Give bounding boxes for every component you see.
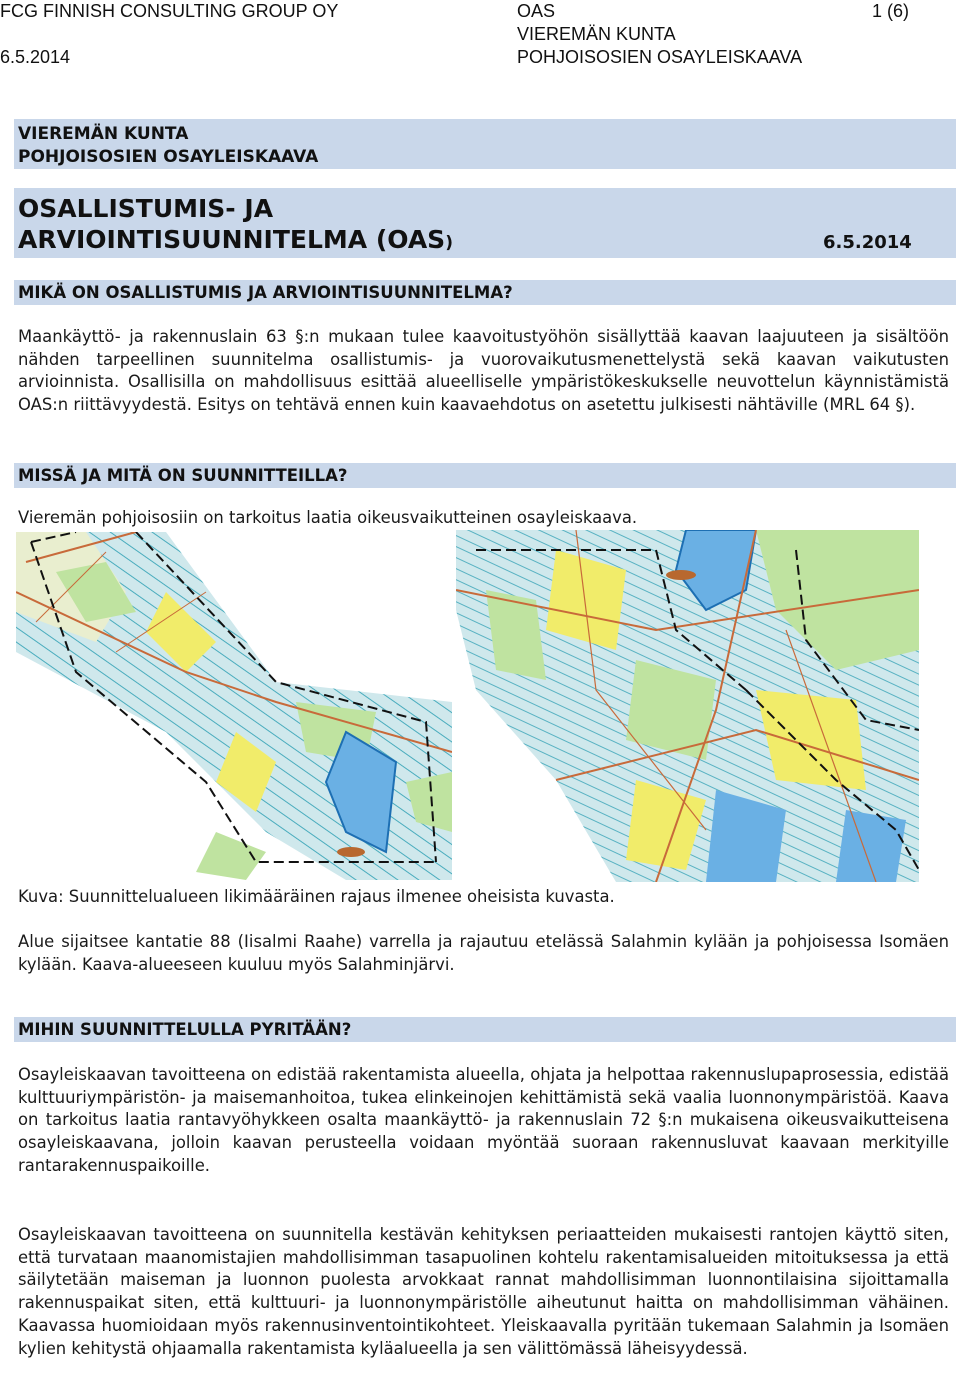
section-heading-what-is-oas: MIKÄ ON OSALLISTUMIS JA ARVIOINTISUUNNITELMA? bbox=[18, 283, 513, 302]
header-page-number: 1 (6) bbox=[872, 1, 910, 21]
paragraph-plan-purpose: Vieremän pohjoisosiin on tarkoitus laatia oikeusvaikutteinen osayleiskaava. bbox=[18, 508, 638, 527]
document-title-line2 bbox=[18, 225, 453, 255]
document-title-paren: ) bbox=[445, 233, 453, 253]
section-heading-bar bbox=[14, 1017, 956, 1042]
document-title-date: 6.5.2014 bbox=[823, 232, 912, 253]
map-south-graphic bbox=[16, 532, 452, 880]
document-title-text: ARVIOINTISUUNNITELMA (OAS bbox=[18, 225, 446, 254]
map-image-south bbox=[16, 532, 452, 880]
figure-caption: Kuva: Suunnittelualueen likimääräinen rajaus ilmenee oheisista kuvasta. bbox=[18, 887, 615, 906]
section-heading-where-what: MISSÄ JA MITÄ ON SUUNNITTEILLA? bbox=[18, 466, 348, 485]
paragraph-oas-definition: Maankäyttö- ja rakennuslain 63 §:n mukaan tulee kaavoitustyöhön sisällyttää kaavan laajuuteen ja sisältöön nähden tarpeellinen suunnitelma osallistumis- ja vuorovaikutusmenettelystä sekä kaavan vaikutusten arvioinnista. Osallisilla on mahdollisuus esittää alueelliselle ympäristökeskukselle neuvottelun käynnistämistä OAS:n riittävyydestä. Esitys on tehtävä ennen kuin kaavaehdotus on asetettu julkisesti nähtäville (MRL 64 §). bbox=[18, 327, 949, 415]
document-title-bar bbox=[14, 188, 956, 258]
header-municipality: VIEREMÄN KUNTA bbox=[517, 24, 676, 44]
header-plan: POHJOISOSIEN OSAYLEISKAAVA bbox=[517, 47, 803, 67]
paragraph-goals-2: Osayleiskaavan tavoitteena on suunnitella kestävän kehityksen periaatteiden mukaisesti rantojen käyttö siten, että turvataan maanomistajien mahdollisimman tasapuolinen kohtelu rakentamisalueiden mitoituksessa ja että säilytetään maiseman ja luonnon puolesta arvokkaat rannat mahdollisimman luonnontilaisina sijoittamalla rakennuspaikat siten, että kulttuuri- ja luonnonympäristölle aiheutunut haitta on mahdollisimman vähäinen. Kaavassa huomioidaan myös rakennusinventointikohteet. Yleiskaavalla pyritään tukemaan Salahmin ja Isomäen kylien kehitystä ohjaamalla rakentamista kyläalueella ja sen välittömässä läheisyydessä. bbox=[18, 1225, 949, 1358]
title-bar bbox=[14, 119, 956, 169]
document-title-line1: OSALLISTUMIS- JA bbox=[18, 194, 274, 223]
title-municipality: VIEREMÄN KUNTA bbox=[18, 124, 189, 144]
header-date: 6.5.2014 bbox=[0, 47, 71, 67]
paragraph-area-location: Alue sijaitsee kantatie 88 (Iisalmi Raahe) varrella ja rajautuu etelässä Salahmin kylään ja pohjoisessa Isomäen kylään. Kaava-alueeseen kuuluu myös Salahminjärvi. bbox=[18, 932, 949, 974]
map-image-north bbox=[456, 530, 919, 882]
map-north-graphic bbox=[456, 530, 919, 882]
section-heading-goals: MIHIN SUUNNITTELULLA PYRITÄÄN? bbox=[18, 1020, 352, 1039]
section-heading-bar bbox=[14, 463, 956, 488]
paragraph-goals-1: Osayleiskaavan tavoitteena on edistää rakentamista alueella, ohjata ja helpottaa rakennuslupaprosessia, edistää kulttuuriympäristön- ja maisemanhoitoa, tukea elinkeinojen kehittämistä sekä vaalia luonnonympäristöä. Kaava on tarkoitus laatia rantavyöhykkeen osalta maankäyttö- ja rakennuslain 72 §:n mukaisena oikeusvaikutteisena osayleiskaavana, jolloin kaavan perusteella voidaan myöntää suoraan rakennusluvat kaavaan merkityille rantarakennuspaikoille. bbox=[18, 1065, 949, 1175]
title-plan: POHJOISOSIEN OSAYLEISKAAVA bbox=[18, 147, 319, 167]
header-company: FCG FINNISH CONSULTING GROUP OY bbox=[0, 1, 339, 21]
section-heading-bar bbox=[14, 280, 956, 305]
header-doc-type: OAS bbox=[517, 1, 556, 21]
